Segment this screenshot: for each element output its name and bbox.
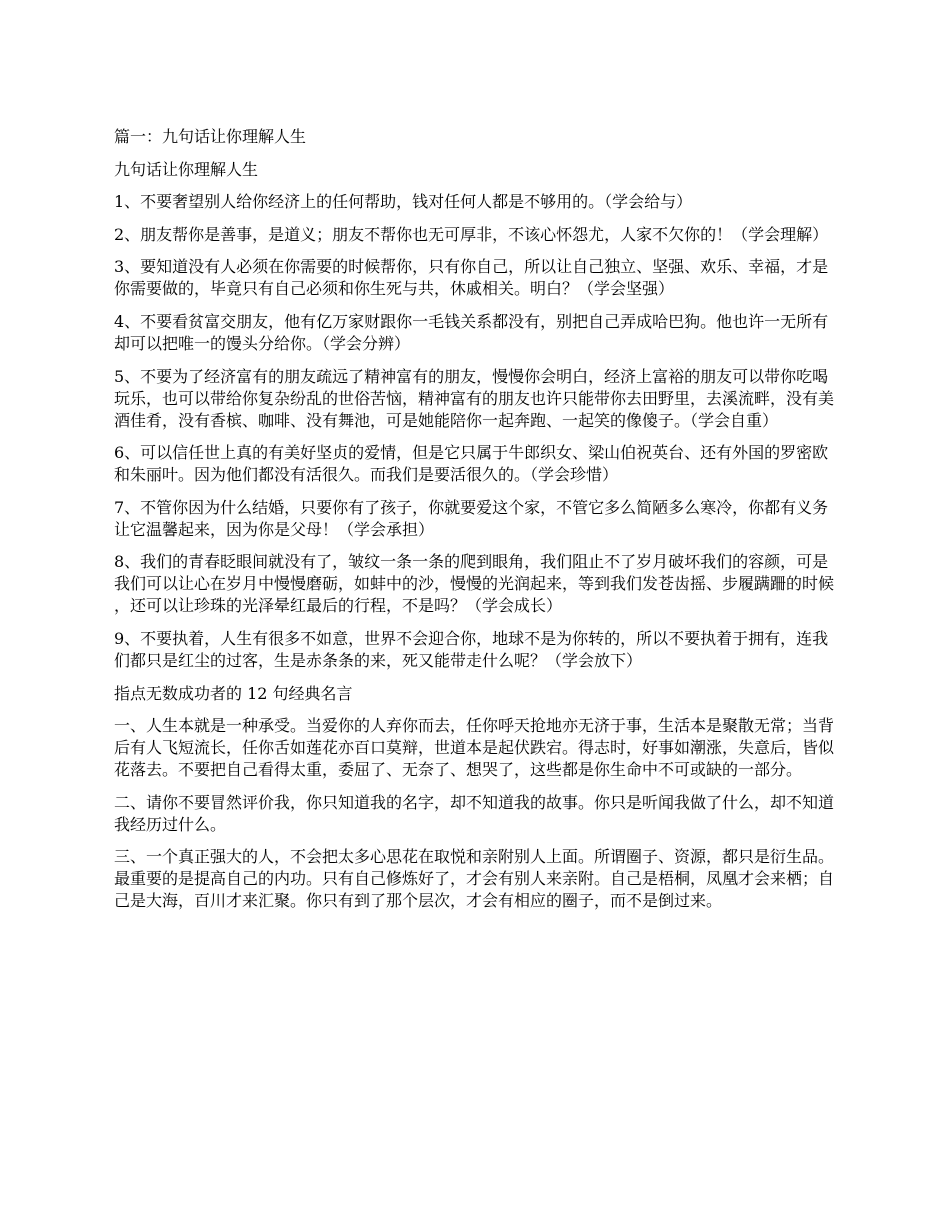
quote-item: 一、人生本就是一种承受。当爱你的人弃你而去，任你呼天抢地亦无济于事，生活本是聚散无常；当背后有人飞短流长，任你舌如莲花亦百口莫辩，世道本是起伏跌宕。得志时，好事如潮涨，失意后，皆似花落去。不要把自己看得太重，委屈了、无奈了、想哭了，这些都是你生命中不可或缺的一部分。 — [114, 716, 835, 780]
article-subtitle: 九句话让你理解人生 — [114, 159, 259, 179]
document-body — [114, 126, 840, 923]
list-item: 1、不要奢望别人给你经济上的任何帮助，钱对任何人都是不够用的。（学会给与） — [114, 192, 693, 212]
quote-item: 二、请你不要冒然评价我，你只知道我的名字，却不知道我的故事。你只是听闻我做了什么，却不知道我经历过什么。 — [114, 792, 835, 834]
list-item: 4、不要看贫富交朋友，他有亿万家财跟你一毛钱关系都没有，别把自己弄成哈巴狗。他也许一无所有却可以把唯一的馒头分给你。（学会分辨） — [114, 311, 829, 353]
section-heading: 指点无数成功者的 12 句经典名言 — [114, 683, 353, 703]
list-item: 2、朋友帮你是善事，是道义；朋友不帮你也无可厚非，不该心怀怨尤，人家不欠你的！（学会理解） — [114, 224, 829, 244]
list-item: 5、不要为了经济富有的朋友疏远了精神富有的朋友，慢慢你会明白，经济上富裕的朋友可以带你吃喝玩乐，也可以带给你复杂纷乱的世俗苦恼，精神富有的朋友也许只能带你去田野里，去溪流畔，没有美酒佳肴，没有香槟、咖啡、没有舞池，可是她能陪你一起奔跑、一起笑的像傻子。（学会自重） — [114, 366, 835, 430]
list-item: 8、我们的青春眨眼间就没有了，皱纹一条一条的爬到眼角，我们阻止不了岁月破坏我们的容颜，可是我们可以让心在岁月中慢慢磨砺，如蚌中的沙，慢慢的光润起来，等到我们发苍齿摇、步履蹒跚的时候，还可以让珍珠的光泽晕红最后的行程，不是吗？（学会成长） — [114, 552, 835, 616]
quote-item: 三、一个真正强大的人，不会把太多心思花在取悦和亲附别人上面。所谓圈子、资源，都只是衍生品。最重要的是提高自己的内功。只有自己修炼好了，才会有别人来亲附。自己是梧桐，凤凰才会来栖；自己是大海，百川才来汇聚。你只有到了那个层次，才会有相应的圈子，而不是倒过来。 — [114, 847, 835, 911]
list-item: 9、不要执着，人生有很多不如意，世界不会迎合你，地球不是为你转的，所以不要执着于拥有，连我们都只是红尘的过客，生是赤条条的来，死又能带走什么呢？（学会放下） — [114, 628, 829, 670]
list-item: 6、可以信任世上真的有美好坚贞的爱情，但是它只属于牛郎织女、梁山伯祝英台、还有外国的罗密欧和朱丽叶。因为他们都没有活很久。而我们是要活很久的。（学会珍惜） — [114, 443, 829, 485]
article-title: 篇一：九句话让你理解人生 — [114, 127, 307, 146]
list-item: 3、要知道没有人必须在你需要的时候帮你，只有你自己，所以让自己独立、坚强、欢乐、幸福，才是你需要做的，毕竟只有自己必须和你生死与共，休戚相关。明白？（学会坚强） — [114, 257, 829, 299]
list-item: 7、不管你因为什么结婚，只要你有了孩子，你就要爱这个家，不管它多么简陋多么寒冷，你都有义务让它温馨起来，因为你是父母！（学会承担） — [114, 497, 829, 539]
